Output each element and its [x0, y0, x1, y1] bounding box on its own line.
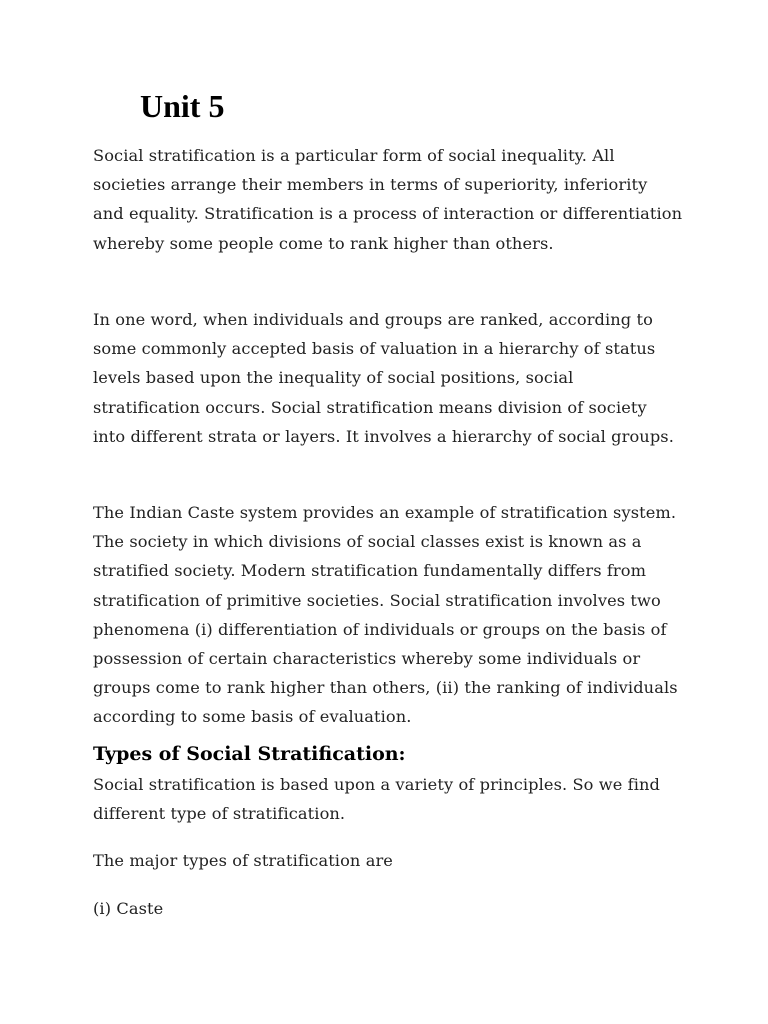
paragraph-major-types: The major types of stratification are [93, 851, 393, 870]
paragraph-principles: Social stratification is based upon a variety of principles. So we find different type of stratification. [93, 775, 661, 824]
page-title: Unit 5 [140, 88, 225, 124]
paragraph-indian-caste: The Indian Caste system provides an example of stratification system. The society in which divisions of social classes exist is known as a stratified society. Modern stratification fundamentally differs from stratification of primitive societies. Social stratification involves two phenomena (i) differentiation of individuals or groups on the basis of possession of certain characteristics whereby some individuals or groups come to rank higher than others, (ii) the ranking of individuals according to some basis of evaluation. [93, 503, 678, 727]
paragraph-definition: Social stratification is a particular form of social inequality. All societies arrange their members in terms of superiority, inferiority and equality. Stratification is a process of interaction or differentiation whereby some people come to rank higher than others. [93, 146, 683, 253]
paragraph-one-word: In one word, when individuals and groups are ranked, according to some commonly accepted basis of valuation in a hierarchy of status levels based upon the inequality of social positions, social stratification occurs. Social stratification means division of society into different strata or layers. It involves a hierarchy of social groups. [93, 310, 674, 446]
list-item-caste: (i) Caste [93, 899, 164, 918]
section-heading: Types of Social Stratification: [93, 743, 406, 765]
